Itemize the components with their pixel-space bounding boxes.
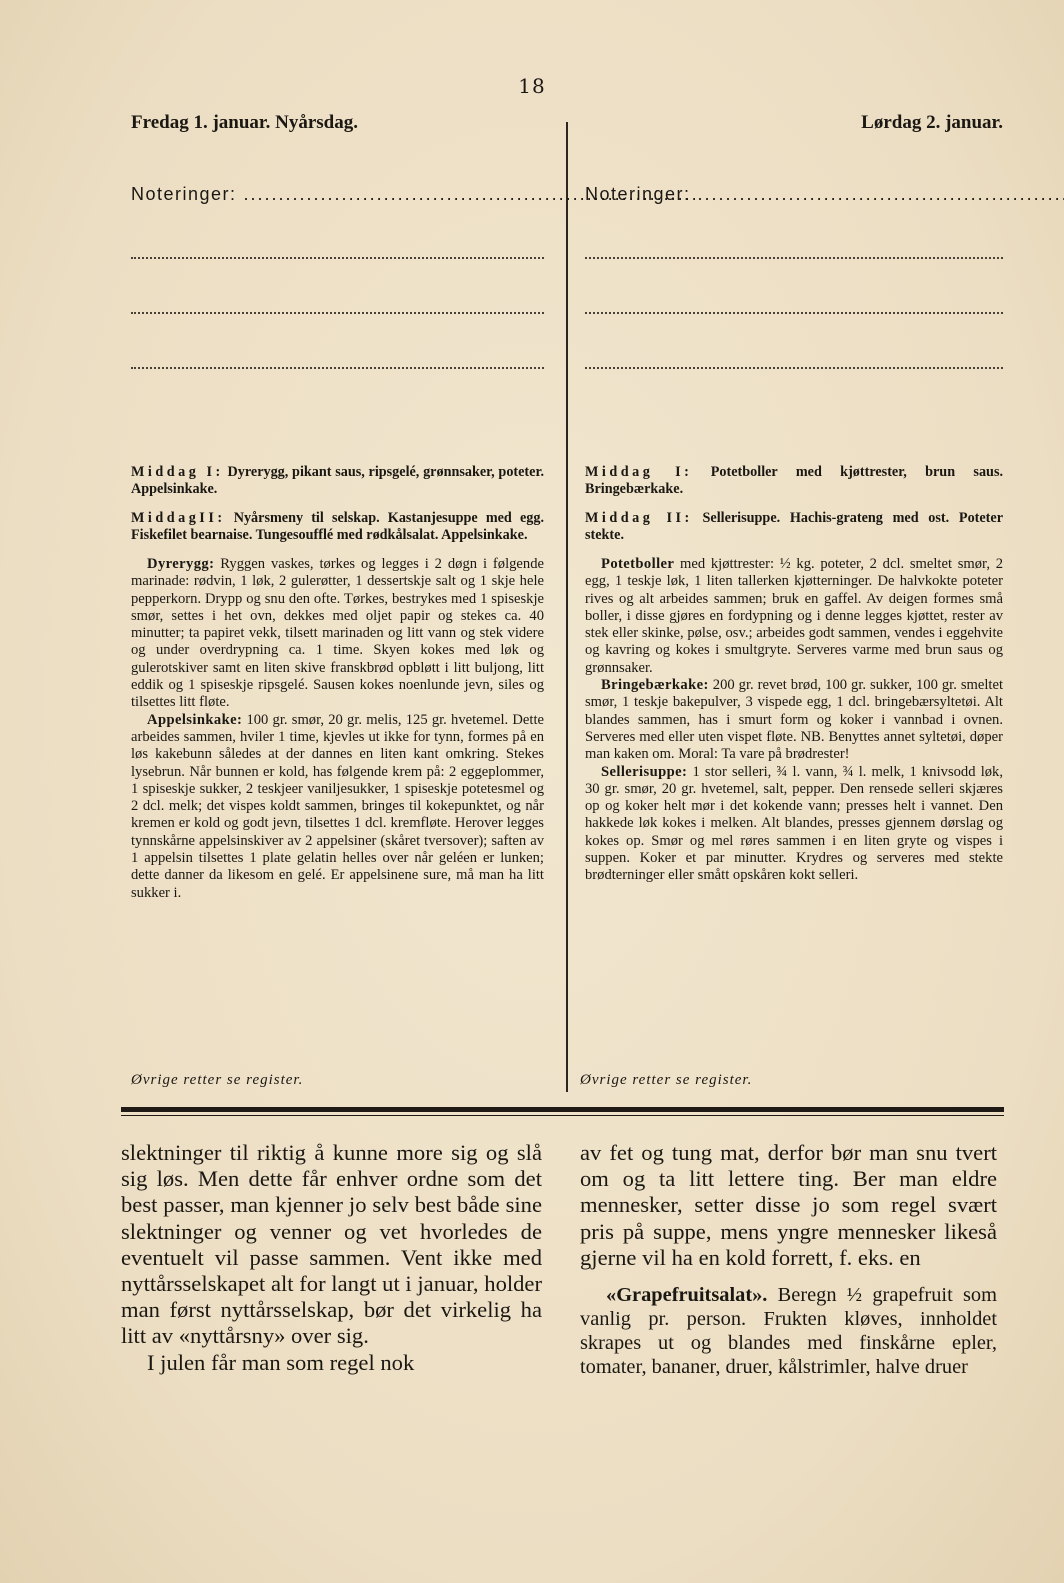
recipe-paragraph bbox=[585, 556, 1003, 677]
left-menu-1-text: Dyrerygg, pikant saus, ripsgelé, grønnsaker, poteter. Appelsinkake. bbox=[131, 464, 544, 497]
grapefruit-title: «Grapefruitsalat». bbox=[606, 1284, 768, 1307]
left-notes-label: Noteringer: ..... bbox=[131, 184, 544, 204]
left-menu-1-label: Middag I: bbox=[131, 464, 224, 480]
right-menu-1 bbox=[585, 464, 1003, 498]
recipe-paragraph bbox=[585, 677, 1003, 763]
left-note-line[interactable] bbox=[131, 311, 544, 314]
section-rule-thin bbox=[121, 1115, 1004, 1116]
recipe-title: Potetboller bbox=[601, 556, 675, 572]
recipe-paragraph bbox=[585, 764, 1003, 885]
recipe-title: Bringebærkake: bbox=[601, 677, 709, 694]
body-paragraph: I julen får man som regel nok bbox=[147, 1349, 415, 1375]
right-menu-2-label: Middag II: bbox=[585, 510, 693, 526]
right-menu-1-text: Potetboller med kjøttrester, brun saus. Bringebærkake. bbox=[585, 464, 1004, 497]
grapefruit-text: Beregn ½ grapefruit som vanlig pr. person. Frukten kløves, innholdet skrapes ut og blandes med finskårne epler, tomater, bananer, druer, kålstrimler, halve druer bbox=[580, 1284, 997, 1379]
left-notes-block bbox=[131, 184, 544, 464]
left-menu-1 bbox=[131, 464, 544, 498]
recipe-text: 1 stor selleri, ¾ l. vann, ¾ l. melk, 1 knivsodd løk, 30 gr. smør, 20 gr. hvetemel, salt, pepper. Den rensede selleri skjæres op og koker helt mør i det kokende vann; presses helt i vannet. Den hakkede løk kokes i melken. Alt blandes, presses gjennem dørslag og kokes op. Smør og mel røres sammen i en liten gryte og vispes i suppen. Koker et par minutter. Krydres og serveres med stekte brødterninger eller smått opskåren kokt selleri. bbox=[585, 763, 1003, 884]
right-notes-block bbox=[585, 184, 1003, 464]
right-recipes bbox=[585, 556, 1003, 885]
body-paragraph: slektninger til riktig å kunne more sig og slå sig løs. Men dette får enhver ordne som det best passer, man kjenner jo selv best både sine slektninger og venner og vet hvorledes de eventuelt vil passe sammen. Vent ikke med nyttårsselskapet alt for langt ut i januar, holder man først nyttårsselskap, bør det virkelig ha litt av «nyttårsny» over sig. bbox=[121, 1140, 542, 1349]
recipe-title: Sellerisuppe: bbox=[601, 763, 688, 780]
recipe-title: Dyrerygg: bbox=[147, 556, 215, 572]
grapefruit-paragraph bbox=[580, 1283, 997, 1379]
recipe-paragraph bbox=[131, 556, 544, 712]
right-register-note: Øvrige retter se register. bbox=[580, 1072, 753, 1088]
right-note-line[interactable] bbox=[585, 366, 1003, 369]
left-column bbox=[131, 112, 544, 902]
right-notes-label: Noteringer: ..... bbox=[585, 184, 1003, 204]
right-column bbox=[585, 112, 1003, 885]
right-note-line[interactable] bbox=[585, 256, 1003, 259]
right-note-line[interactable] bbox=[585, 311, 1003, 314]
recipe-title: Appelsinkake: bbox=[147, 711, 243, 728]
body-paragraph: av fet og tung mat, derfor bør man snu tvert om og ta litt lettere ting. Ber man eldre mennesker, setter disse jo som regel svært pris på suppe, mens yngre mennesker likeså gjerne vil ha en kold forrett, f. eks. en bbox=[580, 1140, 997, 1270]
recipe-text: 100 gr. smør, 20 gr. melis, 125 gr. hvetemel. Dette arbeides sammen, hviler 1 time, kjevles ut ikke for tynn, formes på en løs kakebunn således at der dannes en liten kant omkring. Stekes lysebrun. Når bunnen er kold, has følgende krem på: 2 eggeplommer, 1 spiseskje sukker, 2 teskjeer vaniljesukker, 1 spiseskje potetesmel og 2 dcl. melk; det vispes koldt sammen, bringes til kokepunktet, og når kremen er kold og godt jevn, tilsettes 1 dcl. kremfløte. Herover legges tynnskårne appelsinskiver av 2 appelsiner (skåret tversover); saften av 1 appelsin tilsettes 1 plate gelatin helles over når geléen er lunken; dette danner da likesom en gelé. Er appelsinene sure, må man ha litt sukker i. bbox=[131, 711, 544, 901]
section-rule-thick bbox=[121, 1107, 1004, 1112]
right-menu-2-text: Sellerisuppe. Hachis-grateng med ost. Poteter stekte. bbox=[585, 510, 1004, 543]
recipe-text: 200 gr. revet brød, 100 gr. sukker, 100 gr. smeltet smør, 1 teskje bakepulver, 3 vispede egg, 1 dcl. bringebærsyltetøi. Alt blandes sammen, has i smurt form og koker i vannbad i ovnen. Serveres med eller uten vispet fløte. NB. Benyttes annet syltetøi, døper man kaken om. Moral: Ta vare på brødrester! bbox=[585, 677, 1003, 763]
bottom-right-text bbox=[580, 1140, 997, 1379]
left-menu-2 bbox=[131, 510, 544, 544]
right-menu-2 bbox=[585, 510, 1003, 544]
left-register-note: Øvrige retter se register. bbox=[131, 1072, 304, 1088]
recipe-paragraph bbox=[131, 712, 544, 902]
recipe-text: med kjøttrester: ½ kg. poteter, 2 dcl. smeltet smør, 2 egg, 1 teskje løk, 1 liten tallerken kjøtterninger. De halvkokte poteter rives og alt arbeides sammen; bruk en gaffel. Av deigen formes små boller, i disse gjøres en fordypning og i denne legges kjøttet, rester av stek eller skinke, pølse, osv.; arbeides godt sammen, vendes i eggehvite og kavring og kokes i smultgryte. Serveres varme med brun saus og grønnsaker. bbox=[585, 556, 1003, 676]
left-menu-2-text: Nyårsmeny til selskap. Kastanjesuppe med egg. Fiskefilet bearnaise. Tungesoufflé med rødkålsalat. Appelsinkake. bbox=[131, 510, 544, 543]
left-menu-2-label: MiddagII: bbox=[131, 510, 226, 526]
right-day-title: Lørdag 2. januar. bbox=[861, 112, 1003, 133]
right-menu-1-label: Middag I: bbox=[585, 464, 693, 480]
left-note-line[interactable] bbox=[131, 256, 544, 259]
page-number: 18 bbox=[518, 74, 546, 98]
left-recipes bbox=[131, 556, 544, 902]
bottom-left-text bbox=[121, 1140, 542, 1376]
left-note-line[interactable] bbox=[131, 366, 544, 369]
left-day-title: Fredag 1. januar. Nyårsdag. bbox=[131, 112, 358, 133]
recipe-text: Ryggen vaskes, tørkes og legges i 2 døgn i følgende marinade: rødvin, 1 løk, 2 gulerøtter, 1 dessertskje salt og 1 skje hele pepperkorn. Drypp og snu den ofte. Tørkes, bestrykes med 1 spiseskje smør, settes i het ovn, dekkes med oljet papir og stekes ca. 40 minutter; ta papiret vekk, tilsett marinaden og litt vann og stek videre og under overdrypning ca. 1 time. Skyen kokes med løk og gulerotskiver samt en liten skive franskbrød opbløtt i litt buljong, litt eddik og 1 spiseskje ripsgelé. Sausen kokes noenlunde jevn, siles og tilsettes litt fløte. bbox=[131, 556, 544, 711]
column-divider bbox=[566, 122, 568, 1092]
